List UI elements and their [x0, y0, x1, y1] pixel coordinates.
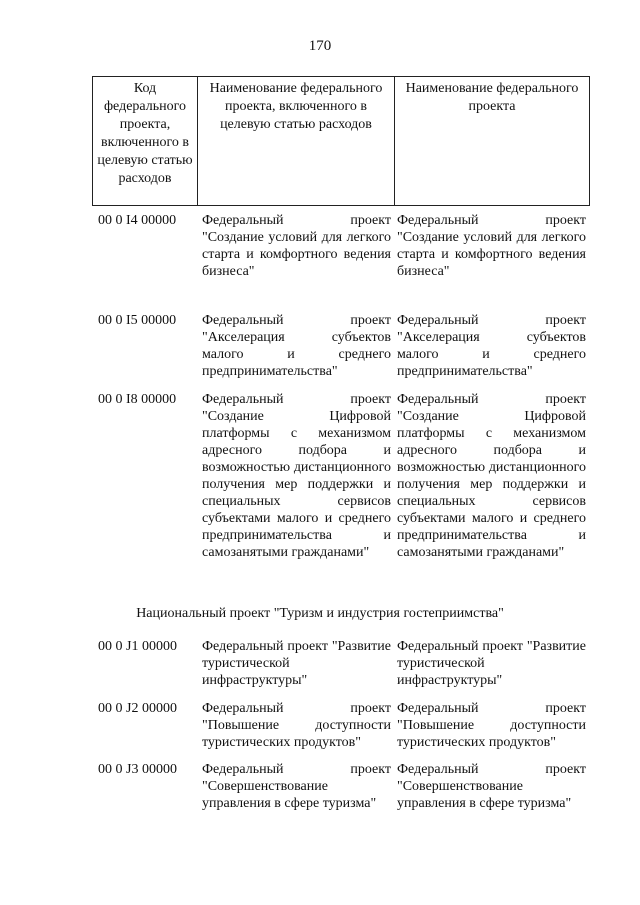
section-title: Национальный проект "Туризм и индустрия гостеприимства"	[136, 606, 504, 621]
row-name-in-expenses: Федеральный проект "Совершенствование управления в сфере туризма"	[202, 762, 391, 811]
row-name-in-expenses: Федеральный проект "Создание условий для легкого старта и комфортного ведения бизнеса"	[202, 213, 391, 279]
row-name: Федеральный проект "Создание Цифровой платформы с механизмом адресного подбора и возможностью дистанционного получения мер поддержки и специальных сервисов субъектами малого и среднего предпринимательства и самозанятыми гражданами"	[397, 392, 586, 560]
row-code: 00 0 I8 00000	[98, 392, 177, 407]
row-name-in-expenses: Федеральный проект "Создание Цифровой платформы с механизмом адресного подбора и возможностью дистанционного получения мер поддержки и специальных сервисов субъектами малого и среднего предпринимательства и самозанятыми гражданами"	[202, 392, 391, 560]
row-name: Федеральный проект "Акселерация субъектов малого и среднего предпринимательства"	[397, 313, 586, 379]
row-code: 00 0 J1 00000	[98, 639, 177, 654]
row-name: Федеральный проект "Повышение доступности туристических продуктов"	[397, 701, 586, 750]
row-name: Федеральный проект "Создание условий для легкого старта и комфортного ведения бизнеса"	[397, 213, 586, 279]
row-code: 00 0 I5 00000	[98, 313, 177, 328]
row-name: Федеральный проект "Развитие туристической инфраструктуры"	[397, 639, 586, 688]
table-header	[92, 76, 590, 206]
row-name: Федеральный проект "Совершенствование управления в сфере туризма"	[397, 762, 586, 811]
page-number: 170	[308, 38, 332, 54]
row-name-in-expenses: Федеральный проект "Развитие туристической инфраструктуры"	[202, 639, 391, 688]
row-code: 00 0 I4 00000	[98, 213, 177, 228]
row-name-in-expenses: Федеральный проект "Акселерация субъектов малого и среднего предпринимательства"	[202, 313, 391, 379]
row-code: 00 0 J2 00000	[98, 701, 177, 716]
row-name-in-expenses: Федеральный проект "Повышение доступности туристических продуктов"	[202, 701, 391, 750]
header-name: Наименование федерального проекта	[405, 81, 579, 114]
row-code: 00 0 J3 00000	[98, 762, 177, 777]
header-name-in-expenses: Наименование федерального проекта, включенного в целевую статью расходов	[198, 77, 395, 205]
header-code: Код федерального проекта, включенного в целевую статью расходов	[93, 77, 198, 205]
